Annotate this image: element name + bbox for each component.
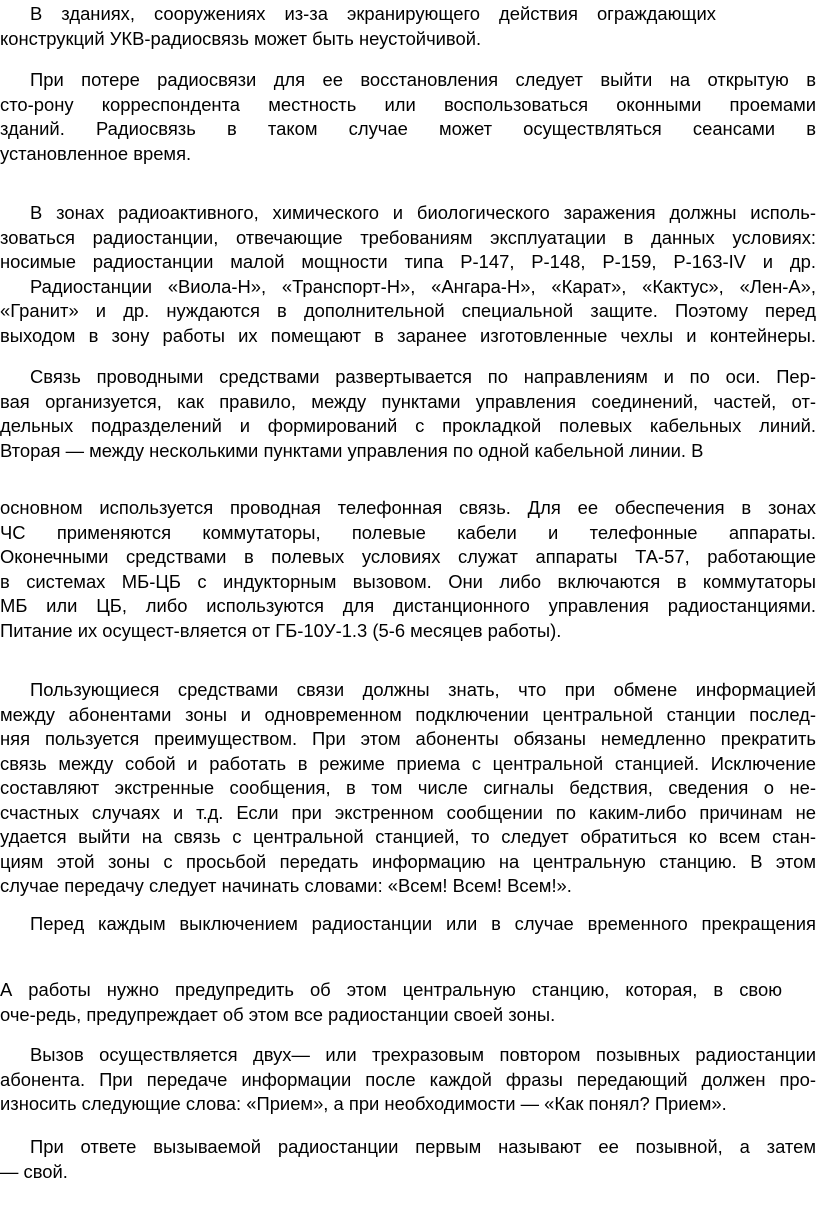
text-line: между абонентами зоны и одновременном подключении центральной станции послед- <box>0 703 816 725</box>
text-line: Радиостанции «Виола-Н», «Транспорт-Н», «Ангара-Н», «Карат», «Кактус», «Лен-А», <box>30 275 816 297</box>
text-line: выходом в зону работы их помещают в заранее изготовленные чехлы и контейнеры. <box>0 324 816 346</box>
text-line: удается выйти на связь с центральной станцией, то следует обратиться ко всем стан- <box>0 826 816 847</box>
text-line: зоваться радиостанции, отвечающие требованиям эксплуатации в данных условиях: <box>0 226 816 248</box>
paragraph-9 <box>0 1043 816 1117</box>
text-line: Вызов осуществляется двух— или трехразовым повтором позывных радиостанции <box>30 1044 816 1065</box>
text-line: В зданиях, сооружениях из-за экранирующего действия ограждающих <box>30 3 716 24</box>
text-line: износить следующие слова: «Прием», а при необходимости — «Как понял? Прием». <box>0 1093 727 1114</box>
text-line: При ответе вызываемой радиостанции первым называют ее позывной, а затем <box>30 1136 816 1157</box>
text-line: в системах МБ-ЦБ с индукторным вызовом. Они либо включаются в коммутаторы <box>0 570 816 592</box>
text-line: В зонах радиоактивного, химического и биологического заражения должны исполь- <box>30 202 816 223</box>
text-line: сто-рону корреспондента местность или воспользоваться оконными проемами <box>0 93 816 115</box>
text-line: «Гранит» и др. нуждаются в дополнительной специальной защите. Поэтому перед <box>0 300 816 321</box>
text-line: случае передачу следует начинать словами: «Всем! Всем! Всем!». <box>0 875 572 896</box>
text-line: МБ или ЦБ, либо используются для дистанционного управления радиостанциями. <box>0 595 816 616</box>
text-line: счастных случаях и т.д. Если при экстренном сообщении по каким-либо причинам не <box>0 801 816 823</box>
text-line: — свой. <box>0 1160 68 1182</box>
text-line: циям этой зоны с просьбой передать информацию на центральную станцию. В этом <box>0 850 816 872</box>
paragraph-5 <box>0 496 816 643</box>
text-line: вая организуется, как правило, между пунктами управления соединений, частей, от- <box>0 390 816 412</box>
text-line: А работы нужно предупредить об этом центральную станцию, которая, в свою <box>0 979 782 1000</box>
text-line: дельных подразделений и формирований с прокладкой полевых кабельных линий. <box>0 415 816 436</box>
text-line: абонента. При передаче информации после каждой фразы передающий должен про- <box>0 1068 816 1090</box>
text-line: составляют экстренные сообщения, в том числе сигналы бедствия, сведения о не- <box>0 777 816 798</box>
text-line: оче-редь, предупреждает об этом все радиостанции своей зоны. <box>0 1003 556 1025</box>
text-line: ЧС применяются коммутаторы, полевые кабели и телефонные аппараты. <box>0 521 816 543</box>
paragraph-10 <box>0 1135 816 1184</box>
paragraph-7 <box>0 912 816 937</box>
text-line: связь между собой и работать в режиме приема с центральной станцией. Исключение <box>0 752 816 774</box>
paragraph-8 <box>0 978 782 1027</box>
paragraph-6 <box>0 678 816 899</box>
text-line: Оконечными средствами в полевых условиях служат аппараты ТА-57, работающие <box>0 546 816 567</box>
text-line: Вторая — между несколькими пунктами управления по одной кабельной линии. В <box>0 439 704 461</box>
text-line: При потере радиосвязи для ее восстановления следует выйти на открытую в <box>30 69 816 90</box>
paragraph-1 <box>0 2 716 51</box>
text-line: Перед каждым выключением радиостанции или в случае временного прекращения <box>30 913 816 934</box>
text-line: няя пользуется преимуществом. При этом абоненты обязаны немедленно прекратить <box>0 728 816 749</box>
text-line: основном используется проводная телефонная связь. Для ее обеспечения в зонах <box>0 497 816 518</box>
paragraph-4 <box>0 365 816 463</box>
text-line: конструкций УКВ-радиосвязь может быть неустойчивой. <box>0 27 482 49</box>
text-line: носимые радиостанции малой мощности типа Р-147, Р-148, Р-159, Р-163-IV и др. <box>0 251 816 272</box>
text-line: Связь проводными средствами развертывается по направлениям и по оси. Пер- <box>30 366 816 387</box>
paragraph-3 <box>0 201 816 348</box>
text-line: установленное время. <box>0 142 192 164</box>
paragraph-2 <box>0 68 816 166</box>
text-line: Питание их осущест-вляется от ГБ-10У-1.3 (5-6 месяцев работы). <box>0 619 562 641</box>
text-line: Пользующиеся средствами связи должны знать, что при обмене информацией <box>30 679 816 700</box>
text-line: зданий. Радиосвязь в таком случае может осуществляться сеансами в <box>0 118 816 139</box>
